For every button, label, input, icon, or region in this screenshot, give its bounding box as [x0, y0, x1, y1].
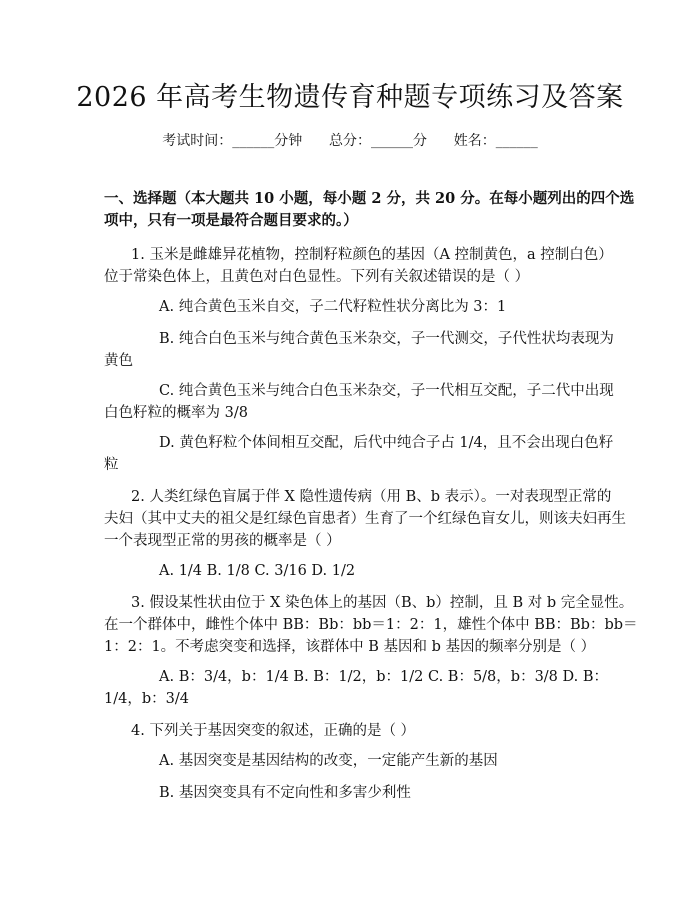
question-1-option-d-cont: 粒: [104, 457, 119, 473]
question-3-options-cont: 1/4，b：3/4: [104, 691, 189, 707]
question-1-option-b: B. 纯合白色玉米与纯合黄色玉米杂交，子一代测交，子代性状均表现为: [159, 331, 614, 347]
exam-info: 考试时间：______分钟 总分：______分 姓名：______: [162, 133, 538, 149]
question-4-stem: 4. 下列关于基因突变的叙述，正确的是（ ）: [131, 723, 416, 739]
question-1-option-a: A. 纯合黄色玉米自交，子二代籽粒性状分离比为 3：1: [159, 299, 507, 315]
question-3-options: A. B：3/4，b：1/4 B. B：1/2，b：1/2 C. B：5/8，b：3/8 D. B：: [159, 669, 608, 685]
section-heading-cont: 项中，只有一项是最符合题目要求的。）: [104, 212, 358, 229]
question-1-option-c-cont: 白色籽粒的概率为 3/8: [104, 405, 248, 421]
question-2-stem: 2. 人类红绿色盲属于伴 X 隐性遗传病（用 B、b 表示）。一对表现型正常的: [131, 489, 612, 505]
question-3-stem-cont: 在一个群体中，雌性个体中 BB：Bb：bb＝1：2：1，雄性个体中 BB：Bb：bb＝: [104, 617, 638, 633]
page-title: 2026 年高考生物遗传育种题专项练习及答案: [76, 82, 624, 113]
question-3-stem: 3. 假设某性状由位于 X 染色体上的基因（B、b）控制，且 B 对 b 完全显性。: [131, 595, 634, 611]
question-2-options: A. 1/4 B. 1/8 C. 3/16 D. 1/2: [159, 563, 356, 579]
question-1-option-d: D. 黄色籽粒个体间相互交配，后代中纯合子占 1/4，且不会出现白色籽: [159, 435, 614, 451]
question-1-option-c: C. 纯合黄色玉米与纯合白色玉米杂交，子一代相互交配，子二代中出现: [159, 383, 614, 399]
question-4-option-b: B. 基因突变具有不定向性和多害少利性: [159, 785, 411, 801]
question-3-stem-cont: 1：2：1。不考虑突变和选择，该群体中 B 基因和 b 基因的频率分别是（ ）: [104, 639, 596, 655]
question-1-stem: 1. 玉米是雌雄异花植物，控制籽粒颜色的基因（A 控制黄色，a 控制白色）: [131, 247, 613, 263]
question-1-stem-cont: 位于常染色体上，且黄色对白色显性。下列有关叙述错误的是（ ）: [104, 269, 530, 285]
question-4-option-a: A. 基因突变是基因结构的改变，一定能产生新的基因: [159, 753, 498, 769]
question-2-stem-cont: 夫妇（其中丈夫的祖父是红绿色盲患者）生育了一个红绿色盲女儿，则该夫妇再生: [104, 511, 626, 527]
question-2-stem-cont: 一个表现型正常的男孩的概率是（ ）: [104, 533, 341, 549]
question-1-option-b-cont: 黄色: [104, 353, 133, 369]
section-heading: 一、选择题（本大题共 10 小题，每小题 2 分，共 20 分。在每小题列出的四个选: [104, 190, 635, 207]
